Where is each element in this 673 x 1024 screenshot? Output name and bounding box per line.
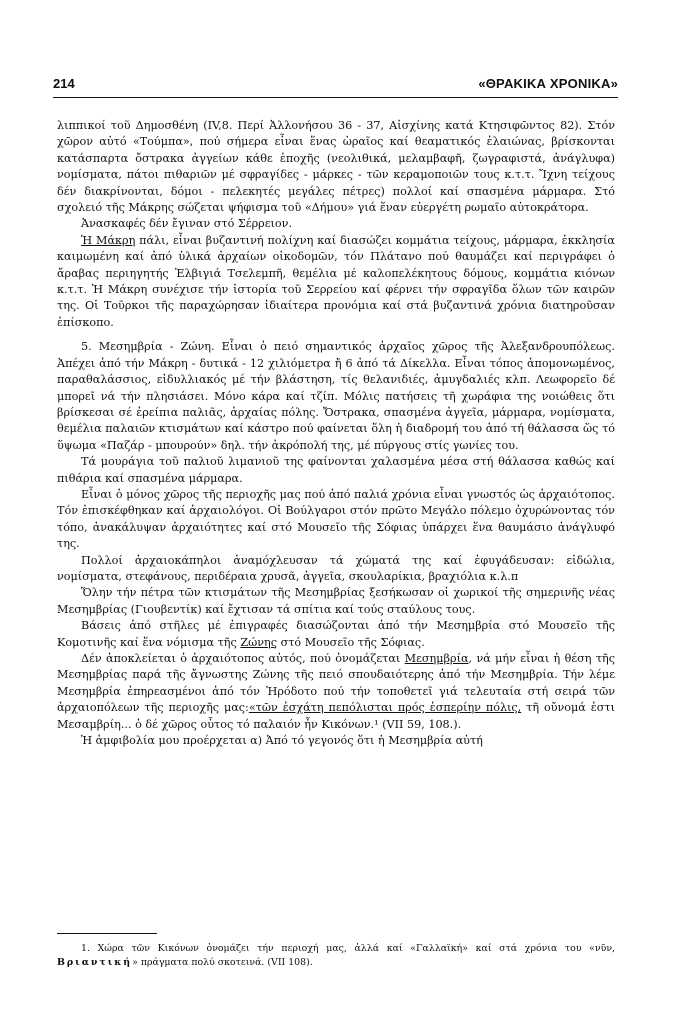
paragraph — [57, 651, 615, 733]
footnote-text: Χώρα τῶν Κικόνων ὀνομάζει τήν περιοχή μας, ἀλλά καί «Γαλλαϊκή» καί στά χρόνια του «νῦν, — [89, 943, 615, 954]
paragraph-text: πάλι, εἶναι βυζαντινή πολίχνη καί διασώζει κομμάτια τείχους, μάρμαρα, ἐκκλησία καιμωμένη καί ἀπό ὑλικά ἀρχαίων οἰκοδομῶν, τόν Πλάτανο πού θαυμάζει καί περιγράφει ὁ ἄραβας περιηγητής Ἐλβιγιά Τσελεμπῆ, θεμέλια μέ καλοπελέκητους δόμους, κομμάτια κιόνων κ.τ.τ. Ἡ Μάκρη συνέχισε τήν ἱστορία τοῦ Σερρείου καί φέρνει τήν σφραγῖδα ὅλων τῶν καιρῶν της. Οἱ Τοῦρκοι τῆς παραχώρησαν ἰδιαίτερα προνόμια καί στά βυζαντινά χρόνια διατηροῦσαν ἐπίσκοπο. — [57, 233, 615, 329]
paragraph: Εἶναι ὁ μόνος χῶρος τῆς περιοχῆς μας πού ἀπό παλιά χρόνια εἶναι γνωστός ὡς ἀρχαιότοπος. Τόν ἐπισκέφθηκαν καί ἀρχαιολόγοι. Οἱ Βούλγαροι στόν πρῶτο Μεγάλο πόλεμο ὀχυρώνοντας τόν τόπο, ἀνακάλυψαν ἀρχαιότητες καί στό Μουσεῖο τῆς Σόφιας ὑπάρχει ἕνα θαυμάσιο ἀνάγλυφό της. — [57, 487, 615, 551]
section-paragraph: 5. Μεσημβρία - Ζώνη. Εἶναι ὁ πειό σημαντικός ἀρχαῖος χῶρος τῆς Ἀλεξανδρουπόλεως. Ἀπέχει ἀπό τήν Μάκρη - δυτικά - 12 χιλιόμετρα ἤ 6 ἀπό τά Δίκελλα. Εἶναι τόπος ἀπομονωμένος, παραθαλάσσιος, εἰδυλλιακός μέ τήν βλάστηση, τίς θελανιδιές, ἀμυγδαλιές κλπ. Λεωφορεῖο δέ μπορεῖ νά τήν πλησιάσει. Μόνο κάρα καί τζίπ. Μόλις πατήσεις τῆ χωράφια της νοιώθεις ὅτι βρίσκεσαι σέ ἐρείπια παλιᾶς, ἀρχαίας πόλης. Ὄστρακα, σπασμένα ἀγγεῖα, μάρμαρα, νομίσματα, θεμέλια παλαιῶν κτισμάτων καί κάστρο πού φαίνεται ὅλη ἡ διαδρομή του ἀπό τή θάλασσα ὥς τό ὕψωμα «Παζάρ - μπουρούν» δηλ. τήν ἀκρόπολή της, μέ πύργους στίς γωνίες του. — [57, 340, 615, 452]
paragraph: Ἡ ἀμφιβολία μου προέρχεται α) Ἀπό τό γεγονός ὅτι ἡ Μεσημβρία αὐτή — [81, 734, 483, 748]
page-header — [53, 76, 618, 94]
footnote-text: » πράγματα πολύ σκοτεινά. (VII 108). — [132, 957, 313, 968]
paragraph: λιππικοί τοῦ Δημοσθένη (IV,8. Περί Ἀλλονήσου 36 - 37, Αἰσχίνης κατά Κτησιφῶντος 82). Στόν χῶρον αὐτό «Τούμπα», πού σήμερα εἶναι ἕνας ὡραῖος καί θεαματικός ἐλαιώνας, βρίσκονται κατάσπαρτα ὄστρακα ἀγγείων κάθε ἐποχῆς (νεολιθικά, μελαμβαφῆ, ζωγραφιστά, ἀνάγλυφα) νομίσματα, πάτοι πιθαριῶν μέ σφραγίδες - μάρκες - τῶν κεραμοποιῶν τους κ.τ.τ. Ἴχνη τείχους δέν διακρίνονται, δόμοι - πελεκητές μεγάλες πέτρες) πολλοί καί σπασμένα μάρμαρα. Στό σχολειό τῆς Μάκρης σώζεται ψήφισμα τοῦ «Δήμου» γιά ἕναν εὐεργέτη ρωμαῖο αὐτοκράτορα. — [57, 119, 615, 215]
paragraph: Τά μουράγια τοῦ παλιοῦ λιμανιοῦ της φαίνονται χαλασμένα μέσα στή θάλασσα καθώς καί πιθάρια καί σπασμένα μάρμαρα. — [57, 455, 615, 485]
paragraph: Ὅλην τήν πέτρα τῶν κτισμάτων τῆς Μεσημβρίας ξεσήκωσαν οἱ χωρικοί τῆς σημερινῆς νέας Μεσημβρίας (Γιουβεντίκ) καί ἔχτισαν τά σπίτια καί τούς σταύλους τους. — [57, 586, 615, 616]
paragraph: Πολλοί ἀρχαιοκάπηλοι ἀναμόχλευσαν τά χώματά της καί ἐφυγάδευσαν: εἰδώλια, νομίσματα, στεφάνους, περιδέραια χρυσᾶ, ἀγγεῖα, σκουλαρίκια, βραχιόλια κ.λ.π — [57, 553, 615, 583]
underlined-term: Μεσημβρία — [404, 652, 469, 665]
page-number: 214 — [53, 76, 75, 91]
footnote — [57, 942, 615, 970]
paragraph-text: , νά μήν εἶναι ἡ θέση τῆς Μεσημβρίας παρά τῆς ἄγνωστης Ζώνης τῆς πειό σπουδαιότερης ἀπό τήν Μεσημβρία. Τήν λέμε Μεσημβρία ἐπηρεασμένοι ἀπό τόν Ἡρόδοτο πού τήν τοποθετεῖ γιά τελευταία στή σειρά τῶν ἀρχαιοπόλεων τῆς περιοχῆς μας: — [57, 652, 615, 715]
paragraph-text: στό Μουσεῖο τῆς Σόφιας. — [277, 635, 425, 649]
paragraph — [57, 618, 615, 651]
footnote-rule — [57, 933, 157, 934]
running-title: «ΘΡΑΚΙΚΑ ΧΡΟΝΙΚΑ» — [478, 76, 618, 91]
paragraph: Ἀνασκαφές δέν ἔγιναν στό Σέρρειον. — [81, 217, 293, 231]
paragraph-text: Δέν ἀποκλείεται ὁ ἀρχαιότοπος αὐτός, πού ὀνομάζεται — [81, 652, 405, 665]
paragraph-text: Βάσεις ἀπό στῆλες μέ ἐπιγραφές διασώζονται ἀπό τήν Μεσημβρία στό Μουσεῖο τῆς Κομοτινῆς καί ἕνα νόμισμα τῆς — [57, 619, 615, 649]
footnote-spaced-word: Βριαντική — [57, 957, 133, 968]
underlined-term: Ζώνης — [240, 635, 278, 649]
footnote-number: 1. — [81, 943, 90, 954]
underlined-quote: «τῶν ἐσχάτη πεπόλισται πρός ἑσπερίην πόλις, — [248, 701, 522, 715]
header-rule — [53, 97, 618, 98]
underlined-term: Ἡ Μάκρη — [81, 233, 136, 247]
paragraph-text: τῆ οὔνομά ἐστι Μεσαμβρίη... ὁ δέ χῶρος οὗτος τό παλαιόν ἦν Κικόνων.¹ (VII 59, 108.). — [57, 701, 615, 731]
paragraph — [57, 233, 615, 331]
body-text — [57, 118, 615, 749]
